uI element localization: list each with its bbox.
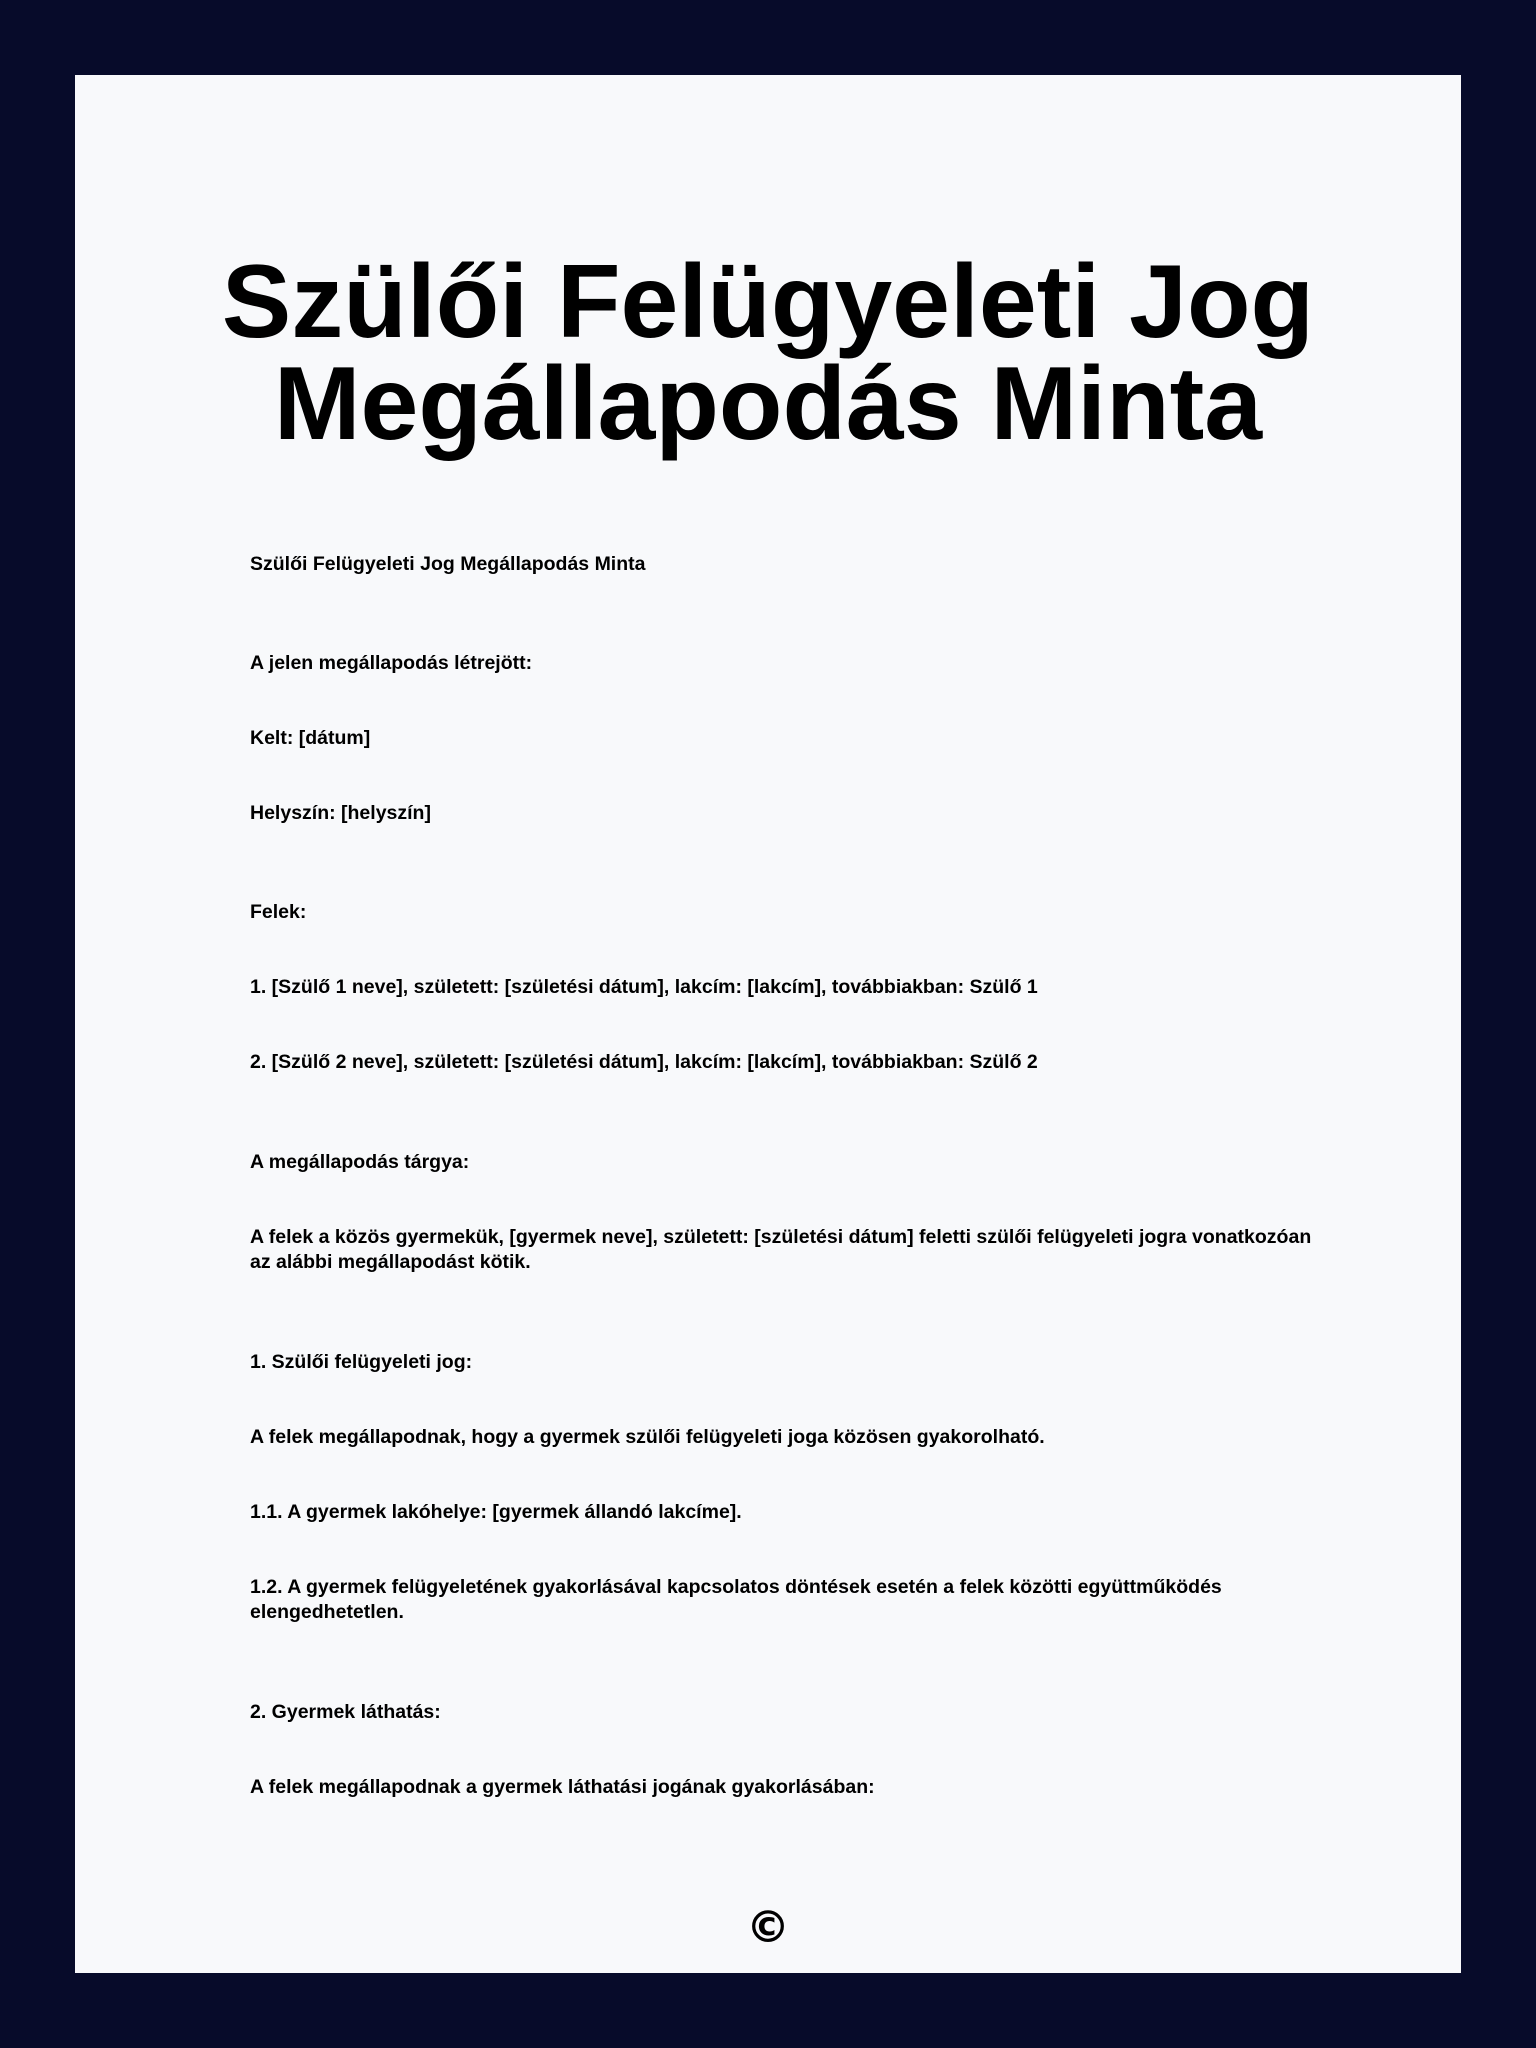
- document-heading: Szülői Felügyeleti Jog Megállapodás Minta: [250, 553, 646, 575]
- parties-heading: Felek:: [250, 901, 307, 923]
- document-title-line-1: Szülői Felügyeleti Jog: [221, 244, 1315, 360]
- intro-paragraph: A jelen megállapodás létrejött:: [250, 652, 533, 674]
- section-1-2-paragraph: 1.2. A gyermek felügyeletének gyakorlásával kapcsolatos döntések esetén a felek közötti együttműködés elengedhetetlen.: [250, 1576, 1222, 1623]
- document-title-line-2: Megállapodás Minta: [273, 346, 1263, 462]
- party-2-paragraph: 2. [Szülő 2 neve], született: [születési dátum], lakcím: [lakcím], továbbiakban: Szülő 2: [250, 1051, 1038, 1073]
- date-paragraph: Kelt: [dátum]: [250, 727, 371, 749]
- copyright-icon: ©: [746, 1902, 790, 1953]
- section-2-paragraph: A felek megállapodnak a gyermek láthatási jogának gyakorlásában:: [250, 1776, 875, 1798]
- section-2-heading: 2. Gyermek láthatás:: [250, 1701, 441, 1723]
- subject-heading: A megállapodás tárgya:: [250, 1151, 470, 1173]
- document-page: [75, 75, 1461, 1973]
- document-title: [75, 244, 1461, 462]
- section-1-1-paragraph: 1.1. A gyermek lakóhelye: [gyermek állandó lakcíme].: [250, 1501, 742, 1523]
- section-1-heading: 1. Szülői felügyeleti jog:: [250, 1351, 473, 1373]
- party-1-paragraph: 1. [Szülő 1 neve], született: [születési dátum], lakcím: [lakcím], továbbiakban: Szülő 1: [250, 976, 1038, 998]
- subject-paragraph: A felek a közös gyermekük, [gyermek neve], született: [születési dátum] feletti szülői felügyeleti jogra vonatkozóan az alábbi megállapodást kötik.: [250, 1226, 1312, 1273]
- location-paragraph: Helyszín: [helyszín]: [250, 802, 431, 824]
- section-1-paragraph: A felek megállapodnak, hogy a gyermek szülői felügyeleti joga közösen gyakorolható.: [250, 1426, 1045, 1448]
